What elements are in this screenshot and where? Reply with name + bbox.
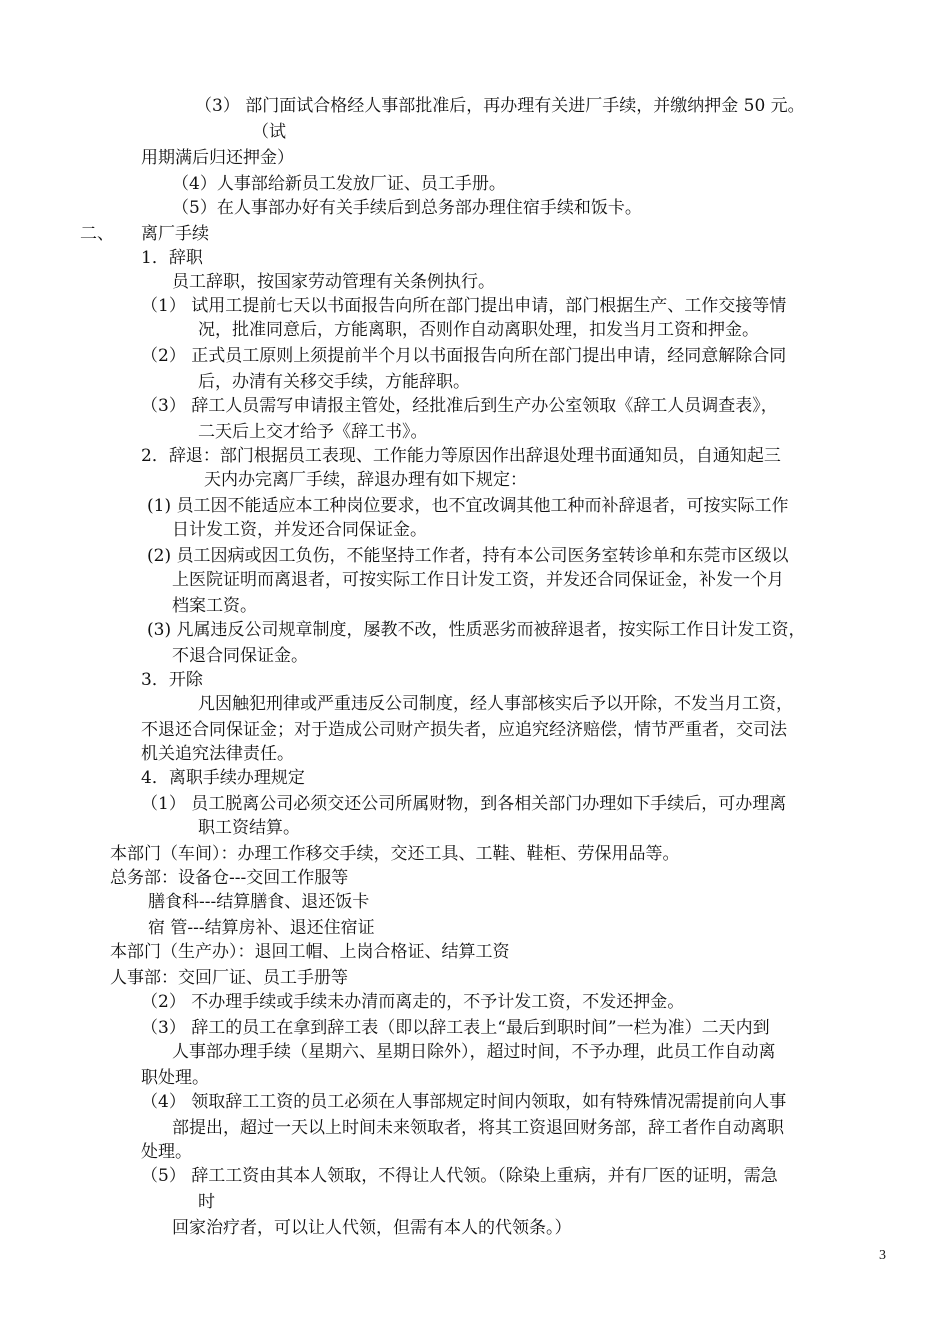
text-line: 部提出，超过一天以上时间未来领取者，将其工资退回财务部，辞工者作自动离职 bbox=[172, 1118, 784, 1138]
text-line: 凡因触犯刑律或严重违反公司制度，经人事部核实后予以开除，不发当月工资， bbox=[198, 694, 793, 714]
text-line: 不退合同保证金。 bbox=[172, 646, 308, 666]
section-heading: 离厂手续 bbox=[141, 224, 209, 244]
text-line: 处理。 bbox=[141, 1142, 192, 1162]
text-line: 膳食科---结算膳食、退还饭卡 bbox=[148, 892, 370, 912]
text-line: 机关追究法律责任。 bbox=[141, 744, 294, 764]
text-line: 本部门（车间）：办理工作移交手续，交还工具、工鞋、鞋柜、劳保用品等。 bbox=[110, 844, 680, 864]
text-line: （4）人事部给新员工发放厂证、员工手册。 bbox=[172, 174, 506, 194]
text-line: （3） 辞工人员需写申请报主管处，经批准后到生产办公室领取《辞工人员调查表》， bbox=[141, 396, 778, 416]
text-line: （试 bbox=[252, 122, 286, 142]
text-line: （4） 领取辞工工资的员工必须在人事部规定时间内领取，如有特殊情况需提前向人事 bbox=[141, 1092, 787, 1112]
text-line: 职工资结算。 bbox=[198, 818, 300, 838]
text-line: (2) 员工因病或因工负伤，不能坚持工作者，持有本公司医务室转诊单和东莞市区级以 bbox=[147, 546, 789, 566]
text-line: 本部门（生产办）：退回工帽、上岗合格证、结算工资 bbox=[110, 942, 510, 962]
page-number: 3 bbox=[879, 1248, 886, 1263]
text-line: 天内办完离厂手续，辞退办理有如下规定： bbox=[204, 470, 527, 490]
text-line: （2） 不办理手续或手续未办清而离走的，不予计发工资，不发还押金。 bbox=[141, 992, 685, 1012]
text-line: （3） 辞工的员工在拿到辞工表（即以辞工表上“最后到职时间”一栏为准）二天内到 bbox=[141, 1018, 770, 1038]
text-line: 二天后上交才给予《辞工书》。 bbox=[198, 422, 428, 442]
subsection-heading: 4．离职手续办理规定 bbox=[141, 768, 305, 788]
text-line: 人事部办理手续（星期六、星期日除外），超过时间，不予办理，此员工作自动离 bbox=[172, 1042, 776, 1062]
text-line: （2） 正式员工原则上须提前半个月以书面报告向所在部门提出申请，经同意解除合同 bbox=[141, 346, 787, 366]
text-line: 用期满后归还押金） bbox=[141, 148, 294, 168]
text-line: 况，批准同意后，方能离职，否则作自动离职处理，扣发当月工资和押金。 bbox=[198, 320, 759, 340]
text-line: 不退还合同保证金；对于造成公司财产损失者，应追究经济赔偿，情节严重者，交司法 bbox=[141, 720, 787, 740]
text-line: （3） 部门面试合格经人事部批准后，再办理有关进厂手续，并缴纳押金 50 元。 bbox=[195, 96, 805, 116]
text-line: （1） 员工脱离公司必须交还公司所属财物，到各相关部门办理如下手续后，可办理离 bbox=[141, 794, 787, 814]
text-line: （5）在人事部办好有关手续后到总务部办理住宿手续和饭卡。 bbox=[172, 198, 642, 218]
text-line: (3) 凡属违反公司规章制度，屡教不改，性质恶劣而被辞退者，按实际工作日计发工资， bbox=[147, 620, 806, 640]
section-number: 二、 bbox=[80, 224, 114, 244]
text-line: 上医院证明而离退者，可按实际工作日计发工资，并发还合同保证金，补发一个月 bbox=[172, 570, 784, 590]
text-line: （5） 辞工工资由其本人领取，不得让人代领。（除染上重病，并有厂医的证明，需急 bbox=[141, 1166, 778, 1186]
text-line: 回家治疗者，可以让人代领，但需有本人的代领条。） bbox=[172, 1218, 572, 1238]
text-line: 宿 管---结算房补、退还住宿证 bbox=[148, 918, 375, 938]
text-line: 人事部：交回厂证、员工手册等 bbox=[110, 968, 348, 988]
text-line: 职处理。 bbox=[141, 1068, 209, 1088]
text-line: 总务部：设备仓---交回工作服等 bbox=[110, 868, 349, 888]
subsection-heading: 1．辞职 bbox=[141, 248, 203, 268]
text-line: 员工辞职，按国家劳动管理有关条例执行。 bbox=[172, 272, 495, 292]
text-line: 日计发工资，并发还合同保证金。 bbox=[172, 520, 427, 540]
text-line: （1） 试用工提前七天以书面报告向所在部门提出申请，部门根据生产、工作交接等情 bbox=[141, 296, 787, 316]
text-line: (1) 员工因不能适应本工种岗位要求，也不宜改调其他工种而补辞退者，可按实际工作 bbox=[147, 496, 789, 516]
text-line: 档案工资。 bbox=[172, 596, 257, 616]
text-line: 后，办清有关移交手续，方能辞职。 bbox=[198, 372, 470, 392]
text-line: 时 bbox=[198, 1192, 215, 1212]
subsection-heading: 2．辞退：部门根据员工表现、工作能力等原因作出辞退处理书面通知员，自通知起三 bbox=[141, 446, 781, 466]
subsection-heading: 3．开除 bbox=[141, 670, 203, 690]
